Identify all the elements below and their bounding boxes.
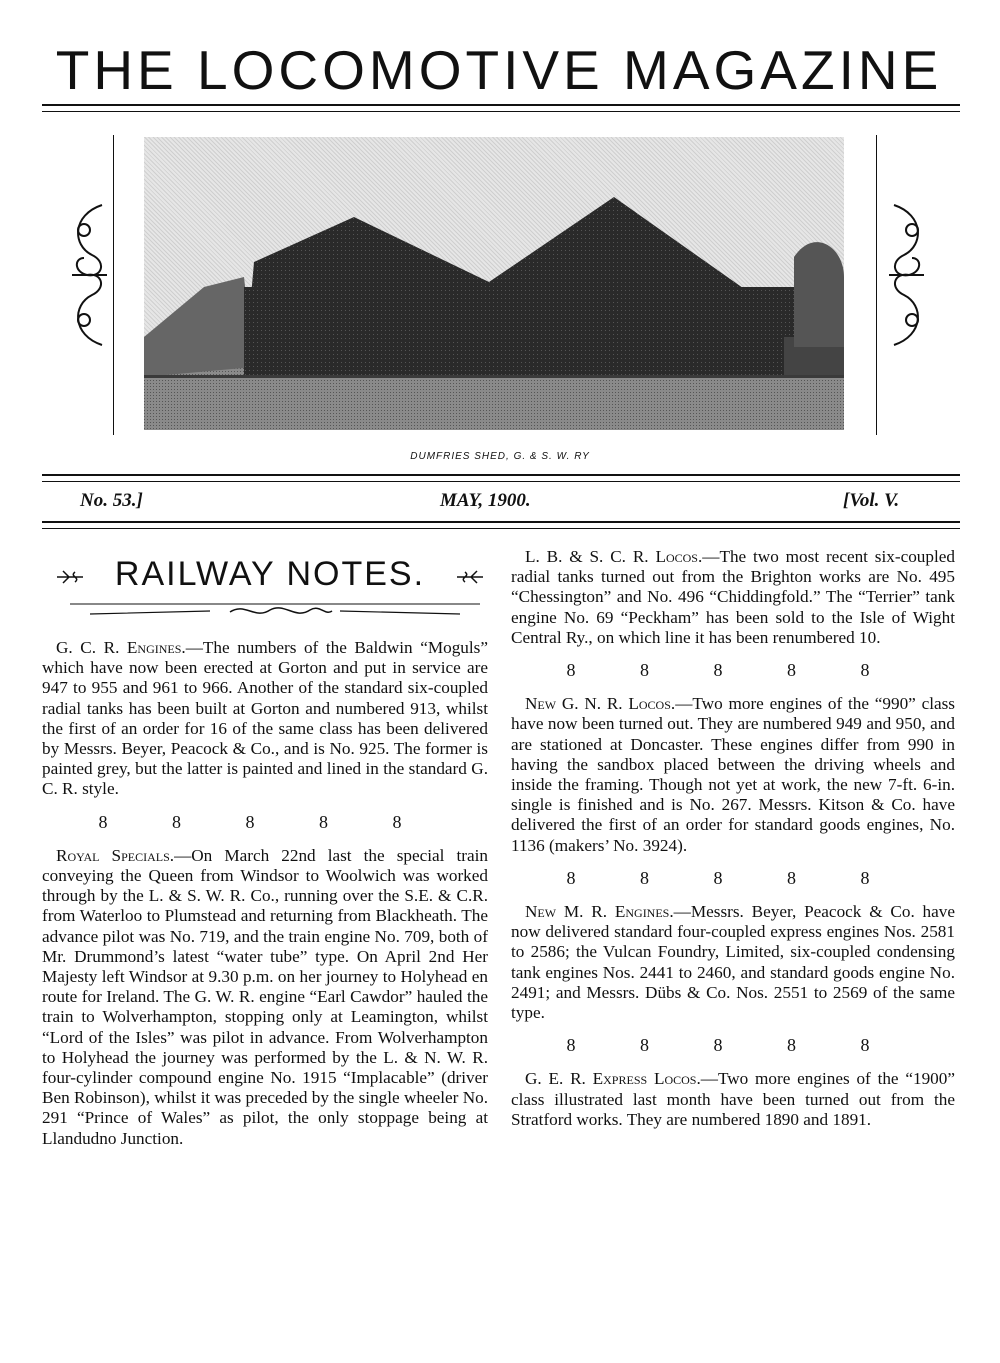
mr-engines-heading: New M. R. Engines.: [525, 902, 674, 922]
royal-specials-text: —On March 22nd last the special train conveying the Queen from Windsor to Woolwich was worked through by the L. & S. W. R. Co., running over the S.E. & C.R. from Waterloo to Plumstead and returning from Blackheath. The advance pilot was No. 719, and the train engine No. 709, both of Mr. Drummond’s latest “water tube” type. On April 2nd Her Majesty left Windsor at 9.30 p.m. on her journey to Holyhead en route for Ireland. The G. W. R. engine “Earl Cawdor” hauled the train to Wolverhampton, stopping only at Leamington, whilst “Lord of the Isles” was pilot in advance. From Wolverhampton to Holyhead the journey was performed by the L. & N. W. R. four-cylinder compound engine No. 1915 “Implacable” (driver Ben Robinson), whilst it was preceded by the single wheeler No. 291 “Prince of Wales” as pilot, the only stoppage being at Llandudno Junction.: [42, 845, 488, 1148]
separator-ornament: 8 8 8 8 8: [566, 660, 900, 681]
issue-rule-bottom: [42, 521, 960, 529]
separator-ornament: 8 8 8 8 8: [566, 1035, 900, 1056]
scroll-ornament-left: [62, 200, 112, 350]
masthead-rule: [42, 104, 960, 112]
mr-engines-text: —Messrs. Beyer, Peacock & Co. have now delivered standard four-coupled express engines Nos. 2581 to 2586; the Vulcan Foundry, Limited, six-coupled condensing tank engines Nos. 2441 to 2460, and standard goods engine No. 2491; and Messrs. Dübs & Co. Nos. 2551 to 2569 of the same type.: [511, 902, 955, 1023]
title-right-flourish-icon: [455, 567, 485, 587]
gnr-locos-heading: New G. N. R. Locos.: [525, 694, 676, 714]
separator-ornament: 8 8 8 8 8: [98, 811, 432, 832]
gnr-locos-note: [511, 694, 955, 856]
ger-express-note: [511, 1069, 955, 1130]
section-title: RAILWAY NOTES.: [114, 555, 426, 593]
royal-specials-heading: Royal Specials.: [56, 845, 175, 865]
gcr-engines-text: —The numbers of the Baldwin “Moguls” which have now been erected at Gorton and put in service are 947 to 955 and 961 to 966. Another of the standard six-coupled radial tanks has been built at Gorton and numbered 913, whilst the first of an order for 16 of the same class has been delivered by Messrs. Beyer, Peacock & Co., and is No. 925. The former is painted grey, but the latter is painted and lined in the standard G. C. R. style.: [42, 638, 488, 799]
lbscr-locos-note: [511, 547, 955, 648]
mr-engines-note: [511, 902, 955, 1023]
issue-rule-top: [42, 474, 960, 482]
engine-shed-photo: [144, 137, 844, 430]
scroll-ornament-right: [884, 200, 934, 350]
issue-volume: [Vol. V.: [843, 490, 900, 511]
issue-number: No. 53.]: [80, 490, 143, 511]
ger-express-text: —Two more engines of the “1900” class illustrated last month have been turned out from the Stratford works. They are numbered 1890 and 1891.: [511, 1069, 955, 1129]
photo-caption: DUMFRIES SHED, G. & S. W. RY: [410, 451, 590, 462]
lbscr-locos-text: —The two most recent six-coupled radial tanks turned out from the Brighton works are No. 495 “Chessington” and No. 496 “Chiddingfold.” The “Terrier” tank engine No. 69 “Peckham” has been sold to the Isle of Wight Central Ry., on which line it has been renumbered 10.: [511, 547, 955, 647]
gcr-engines-heading: G. C. R. Engines.: [56, 638, 186, 657]
left-column: [42, 638, 488, 1149]
frame-left-line: [113, 135, 114, 435]
separator-ornament: 8 8 8 8 8: [566, 867, 900, 888]
lbscr-locos-heading: L. B. & S. C. R. Locos.: [525, 547, 703, 566]
masthead-title: THE LOCOMOTIVE MAGAZINE: [55, 39, 943, 101]
title-underline-ornament: [70, 598, 480, 620]
gcr-engines-note: [42, 638, 488, 800]
ger-express-heading: G. E. R. Express Locos.: [525, 1069, 701, 1089]
frame-right-line: [876, 135, 877, 435]
issue-date: MAY, 1900.: [440, 490, 531, 511]
gnr-locos-text: —Two more engines of the “990” class have now been turned out. They are numbered 949 and 950, and are stationed at Doncaster. These engines differ from 990 in having the sandbox placed between the driving wheels and inside the framing. Though not yet at work, the new 7-ft. 6-in. single is finished and is No. 267. Messrs. Kitson & Co. have delivered the first of an order for standard goods engines, No. 1136 (makers’ No. 3924).: [511, 694, 955, 855]
royal-specials-note: [42, 846, 488, 1149]
right-column: [511, 547, 955, 1130]
